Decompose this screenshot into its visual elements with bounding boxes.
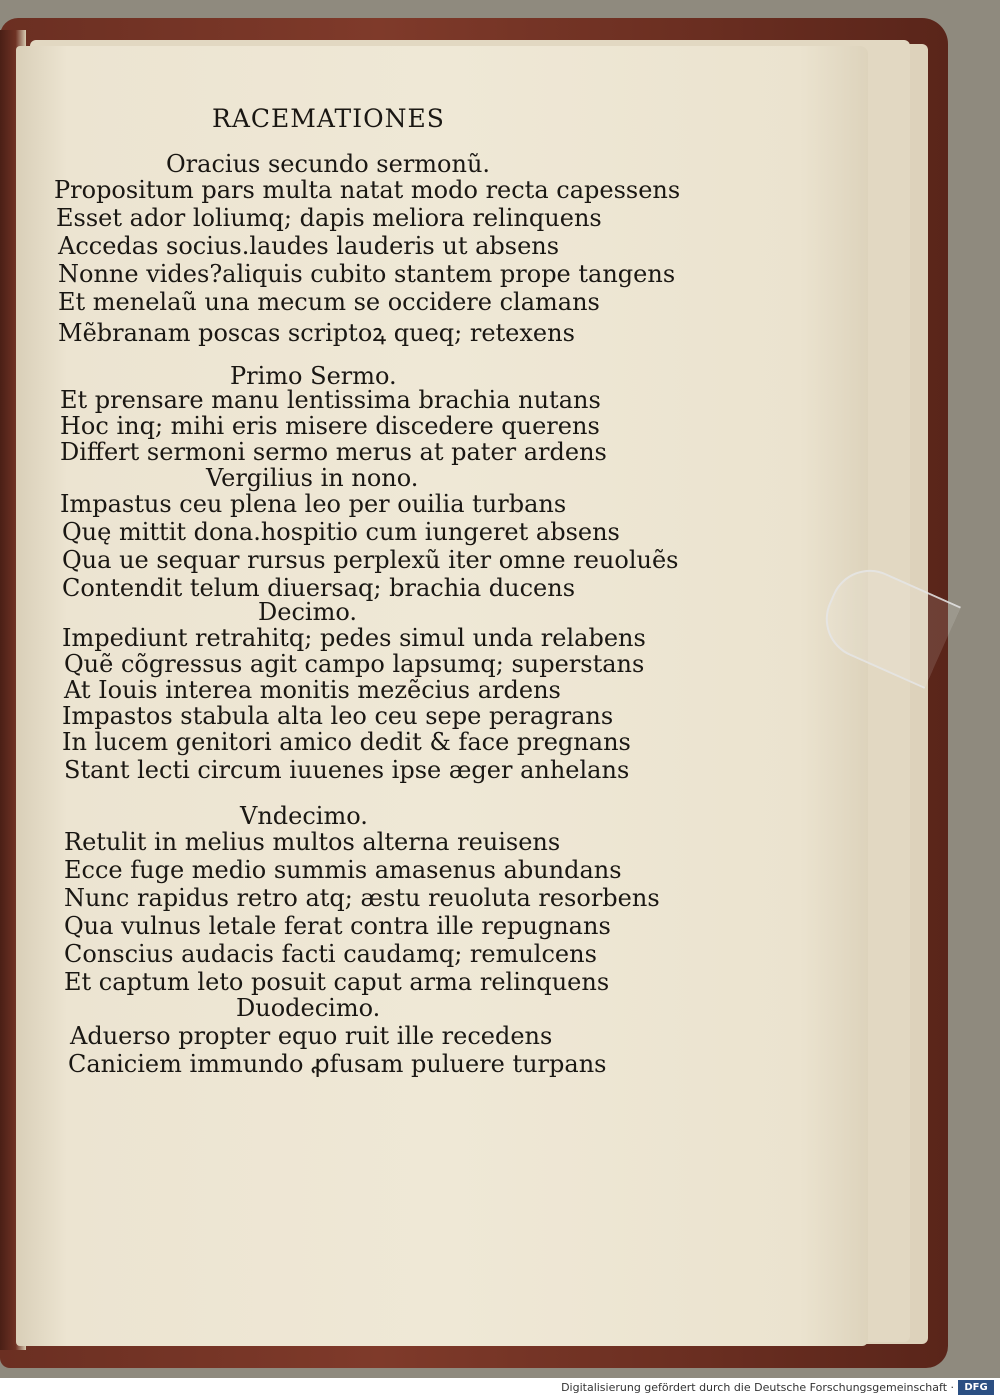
section-heading: Primo Sermo.	[230, 362, 397, 390]
verse-line: Aduerso propter equo ruit ille recedens	[70, 1022, 553, 1050]
verse-line: Stant lecti circum iuuenes ipse æger anhelans	[64, 756, 630, 784]
verse-line: Quę mittit dona.hospitio cum iungeret absens	[62, 518, 620, 546]
section-heading: Duodecimo.	[236, 994, 381, 1022]
verse-line: Accedas socius.laudes lauderis ut absens	[58, 232, 560, 260]
verse-line: Mẽbranam poscas scriptoꝝ queq; retexens	[58, 319, 575, 347]
verse-line: Impediunt retrahitq; pedes simul unda relabens	[62, 624, 646, 652]
verse-line: At Iouis interea monitis mezẽcius ardens	[64, 676, 561, 704]
verse-line: Impastus ceu plena leo per ouilia turbans	[60, 490, 567, 518]
verse-line: Et menelaũ una mecum se occidere clamans	[58, 288, 600, 316]
funding-credit: Digitalisierung gefördert durch die Deutsche Forschungsgemeinschaft ·	[561, 1381, 954, 1394]
section-heading: Vndecimo.	[240, 802, 368, 830]
section-heading: Decimo.	[258, 598, 357, 626]
verse-line: Ecce fuge medio summis amasenus abundans	[64, 856, 622, 884]
verse-line: In lucem genitori amico dedit & face pregnans	[62, 728, 631, 756]
verse-line: Et prensare manu lentissima brachia nutans	[60, 386, 601, 414]
verse-line: Caniciem immundo ꝓfusam puluere turpans	[68, 1050, 607, 1078]
verse-line: Nunc rapidus retro atq; æstu reuoluta resorbens	[64, 884, 660, 912]
dfg-logo: DFG	[958, 1380, 994, 1395]
verse-line: Qua vulnus letale ferat contra ille repugnans	[64, 912, 611, 940]
verse-line: Esset ador loliumq; dapis meliora relinquens	[56, 204, 602, 232]
verse-line: Impastos stabula alta leo ceu sepe peragrans	[62, 702, 614, 730]
running-head: RACEMATIONES	[212, 104, 445, 133]
verse-line: Retulit in melius multos alterna reuisens	[64, 828, 561, 856]
verse-line: Contendit telum diuersaq; brachia ducens	[62, 574, 576, 602]
digitization-footer	[0, 1378, 1000, 1398]
verse-line: Propositum pars multa natat modo recta capessens	[54, 176, 681, 204]
verse-line: Et captum leto posuit caput arma relinquens	[64, 968, 610, 996]
verse-line: Differt sermoni sermo merus at pater ardens	[60, 438, 607, 466]
verse-line: Qua ue sequar rursus perplexũ iter omne reuoluẽs	[62, 546, 679, 574]
section-heading: Oracius secundo sermonũ.	[166, 150, 491, 178]
verse-line: Conscius audacis facti caudamq; remulcens	[64, 940, 597, 968]
verse-line: Nonne vides?aliquis cubito stantem prope tangens	[58, 260, 676, 288]
verse-line: Hoc inq; mihi eris misere discedere querens	[60, 412, 600, 440]
section-heading: Vergilius in nono.	[206, 464, 419, 492]
verse-line: Quẽ cõgressus agit campo lapsumq; superstans	[64, 650, 645, 678]
